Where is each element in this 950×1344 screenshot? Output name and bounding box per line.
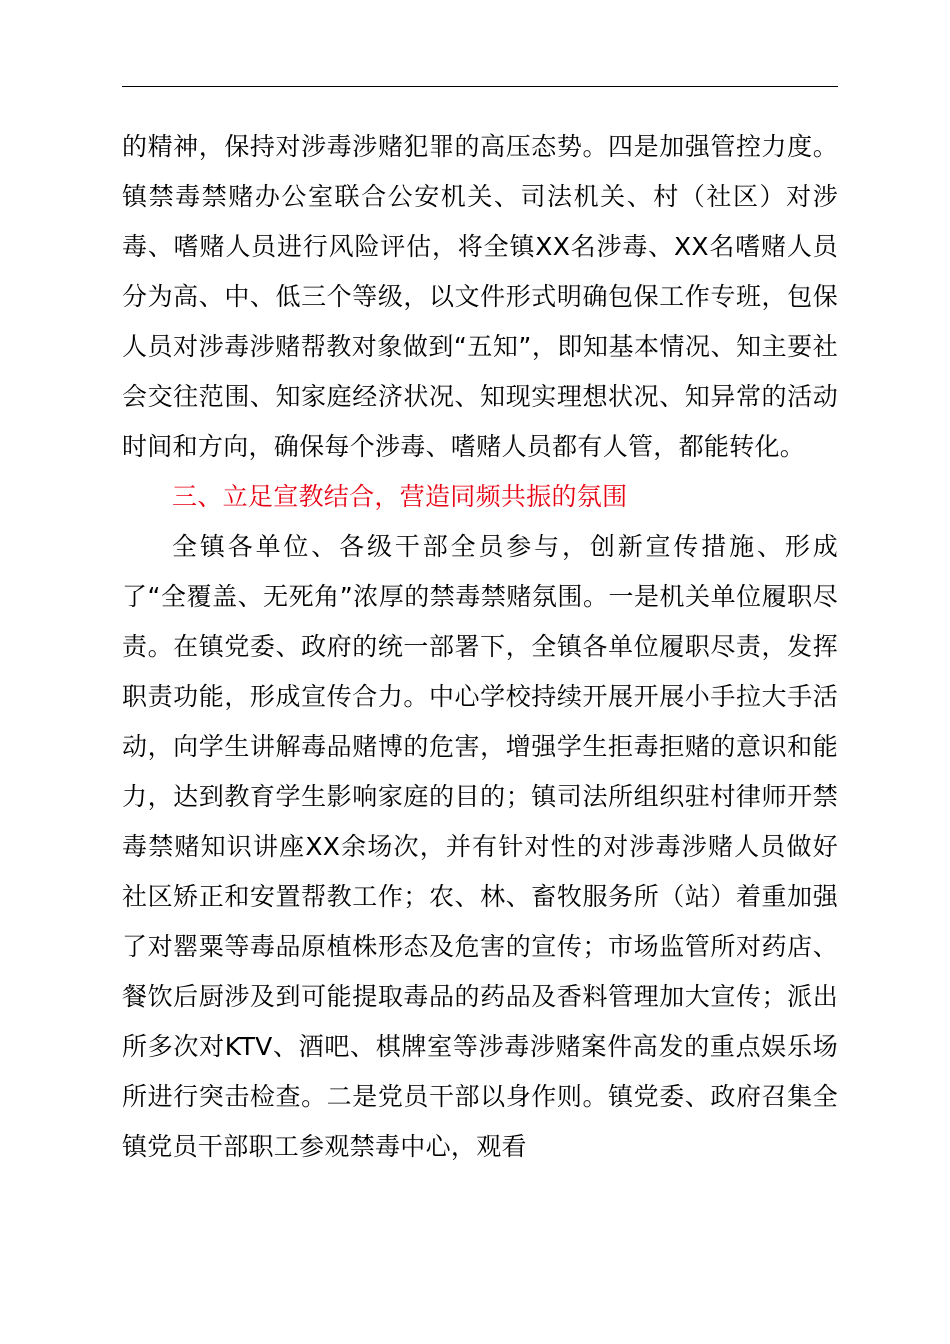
header-rule: [122, 86, 838, 87]
paragraph-continued: 的精神，保持对涉毒涉赌犯罪的高压态势。四是加强管控力度。镇禁毒禁赌办公室联合公安机关、司法机关、村（社区）对涉毒、嗜赌人员进行风险评估，将全镇XX名涉毒、XX名嗜赌人员分为高、中、低三个等级，以文件形式明确包保工作专班，包保人员对涉毒涉赌帮教对象做到“五知”，即知基本情况、知主要社会交往范围、知家庭经济状况、知现实理想状况、知异常的活动时间和方向，确保每个涉毒、嗜赌人员都有人管，都能转化。: [122, 132, 838, 461]
section-heading: 三、立足宣教结合，营造同频共振的氛围: [172, 482, 628, 511]
section-paragraph: 全镇各单位、各级干部全员参与，创新宣传措施、形成了“全覆盖、无死角”浓厚的禁毒禁赌氛围。一是机关单位履职尽责。在镇党委、政府的统一部署下，全镇各单位履职尽责，发挥职责功能，形成宣传合力。中心学校持续开展开展小手拉大手活动，向学生讲解毒品赌博的危害，增强学生拒毒拒赌的意识和能力，达到教育学生影响家庭的目的；镇司法所组织驻村律师开禁毒禁赌知识讲座XX余场次，并有针对性的对涉毒涉赌人员做好社区矫正和安置帮教工作；农、林、畜牧服务所（站）着重加强了对罂粟等毒品原植株形态及危害的宣传；市场监管所对药店、餐饮后厨涉及到可能提取毒品的药品及香料管理加大宣传；派出所多次对KTV、酒吧、棋牌室等涉毒涉赌案件高发的重点娱乐场所进行突击检查。二是党员干部以身作则。镇党委、政府召集全镇党员干部职工参观禁毒中心，观看: [122, 532, 838, 1161]
document-body: [122, 122, 838, 1172]
